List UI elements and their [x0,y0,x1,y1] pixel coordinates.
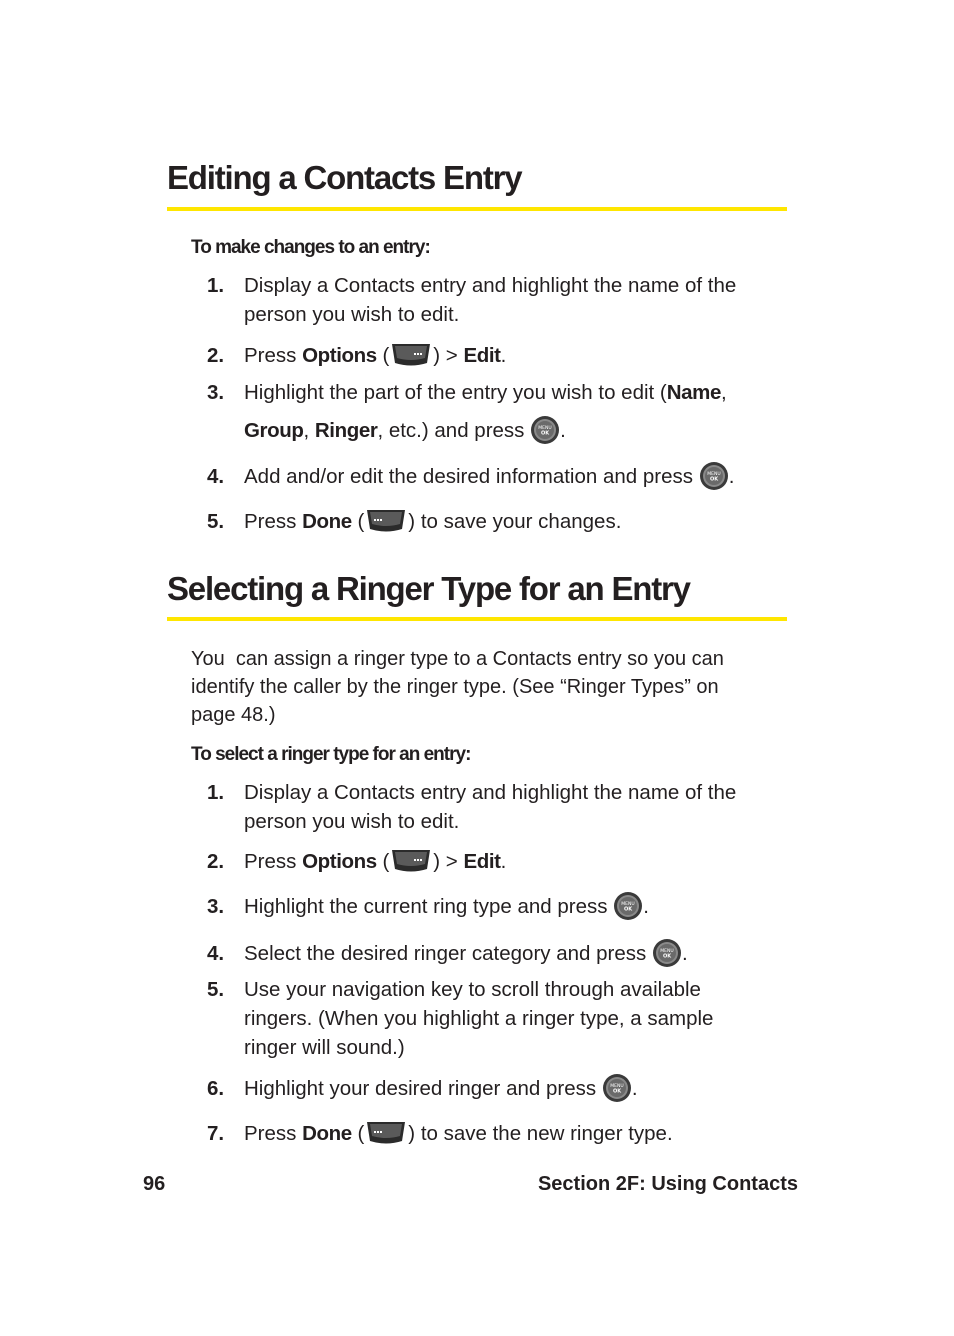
menu-ok-key-icon [530,415,560,445]
step-number: 5. [207,978,225,1001]
menu-ok-key-icon [652,938,682,968]
title-underline [167,617,787,621]
menu-ok-key-icon [613,891,643,921]
step-number: 7. [207,1122,225,1145]
title-underline [167,207,787,211]
step-text: Press Done ( ) to save your changes. [244,507,804,537]
step-number: 1. [207,781,225,804]
step-text: Display a Contacts entry and highlight the name of the person you wish to edit. [244,274,737,326]
page-number: 96 [143,1173,166,1195]
section-title-ringer: Selecting a Ringer Type for an Entry [167,570,690,607]
intro-paragraph: You can assign a ringer type to a Contacts entry so you can identify the caller by the ringer type. (See “Ringer Types” on page 48.) [191,648,724,726]
step-text: Press Done ( ) to save the new ringer type. [244,1119,804,1149]
step-number: 5. [207,510,225,533]
step-text: Add and/or edit the desired information and press . [244,462,804,493]
step-number: 1. [207,274,225,297]
options-softkey-icon [389,847,433,875]
step-number: 4. [207,465,225,488]
step-text: Highlight the current ring type and press . [244,892,804,923]
step-number: 2. [207,344,225,367]
step-text: Select the desired ringer category and press . [244,939,804,970]
section-title-editing: Editing a Contacts Entry [167,159,522,196]
step-text: Use your navigation key to scroll through available ringers. (When you highlight a ringer type, a sample ringer will sound.) [244,978,714,1059]
step-number: 3. [207,895,225,918]
step-number: 6. [207,1077,225,1100]
section-footer: Section 2F: Using Contacts [537,1173,798,1195]
done-softkey-icon [364,1119,408,1147]
step-text: Press Options ( ) > Edit. [244,847,804,877]
done-softkey-icon [364,507,408,535]
options-softkey-icon [389,341,433,369]
menu-ok-key-icon [699,461,729,491]
step-number: 4. [207,942,225,965]
step-text: Highlight your desired ringer and press . [244,1074,804,1105]
step-number: 3. [207,381,225,404]
step-number: 2. [207,850,225,873]
menu-ok-key-icon [602,1073,632,1103]
subtitle-select-ringer: To select a ringer type for an entry: [191,744,471,765]
step-text: Group, Ringer, etc.) and press . [244,416,804,447]
step-text: Press Options ( ) > Edit. [244,341,804,371]
step-text: Display a Contacts entry and highlight the name of the person you wish to edit. [244,781,737,833]
subtitle-make-changes: To make changes to an entry: [191,237,430,258]
step-text: Highlight the part of the entry you wish to edit (Name, [244,381,727,404]
